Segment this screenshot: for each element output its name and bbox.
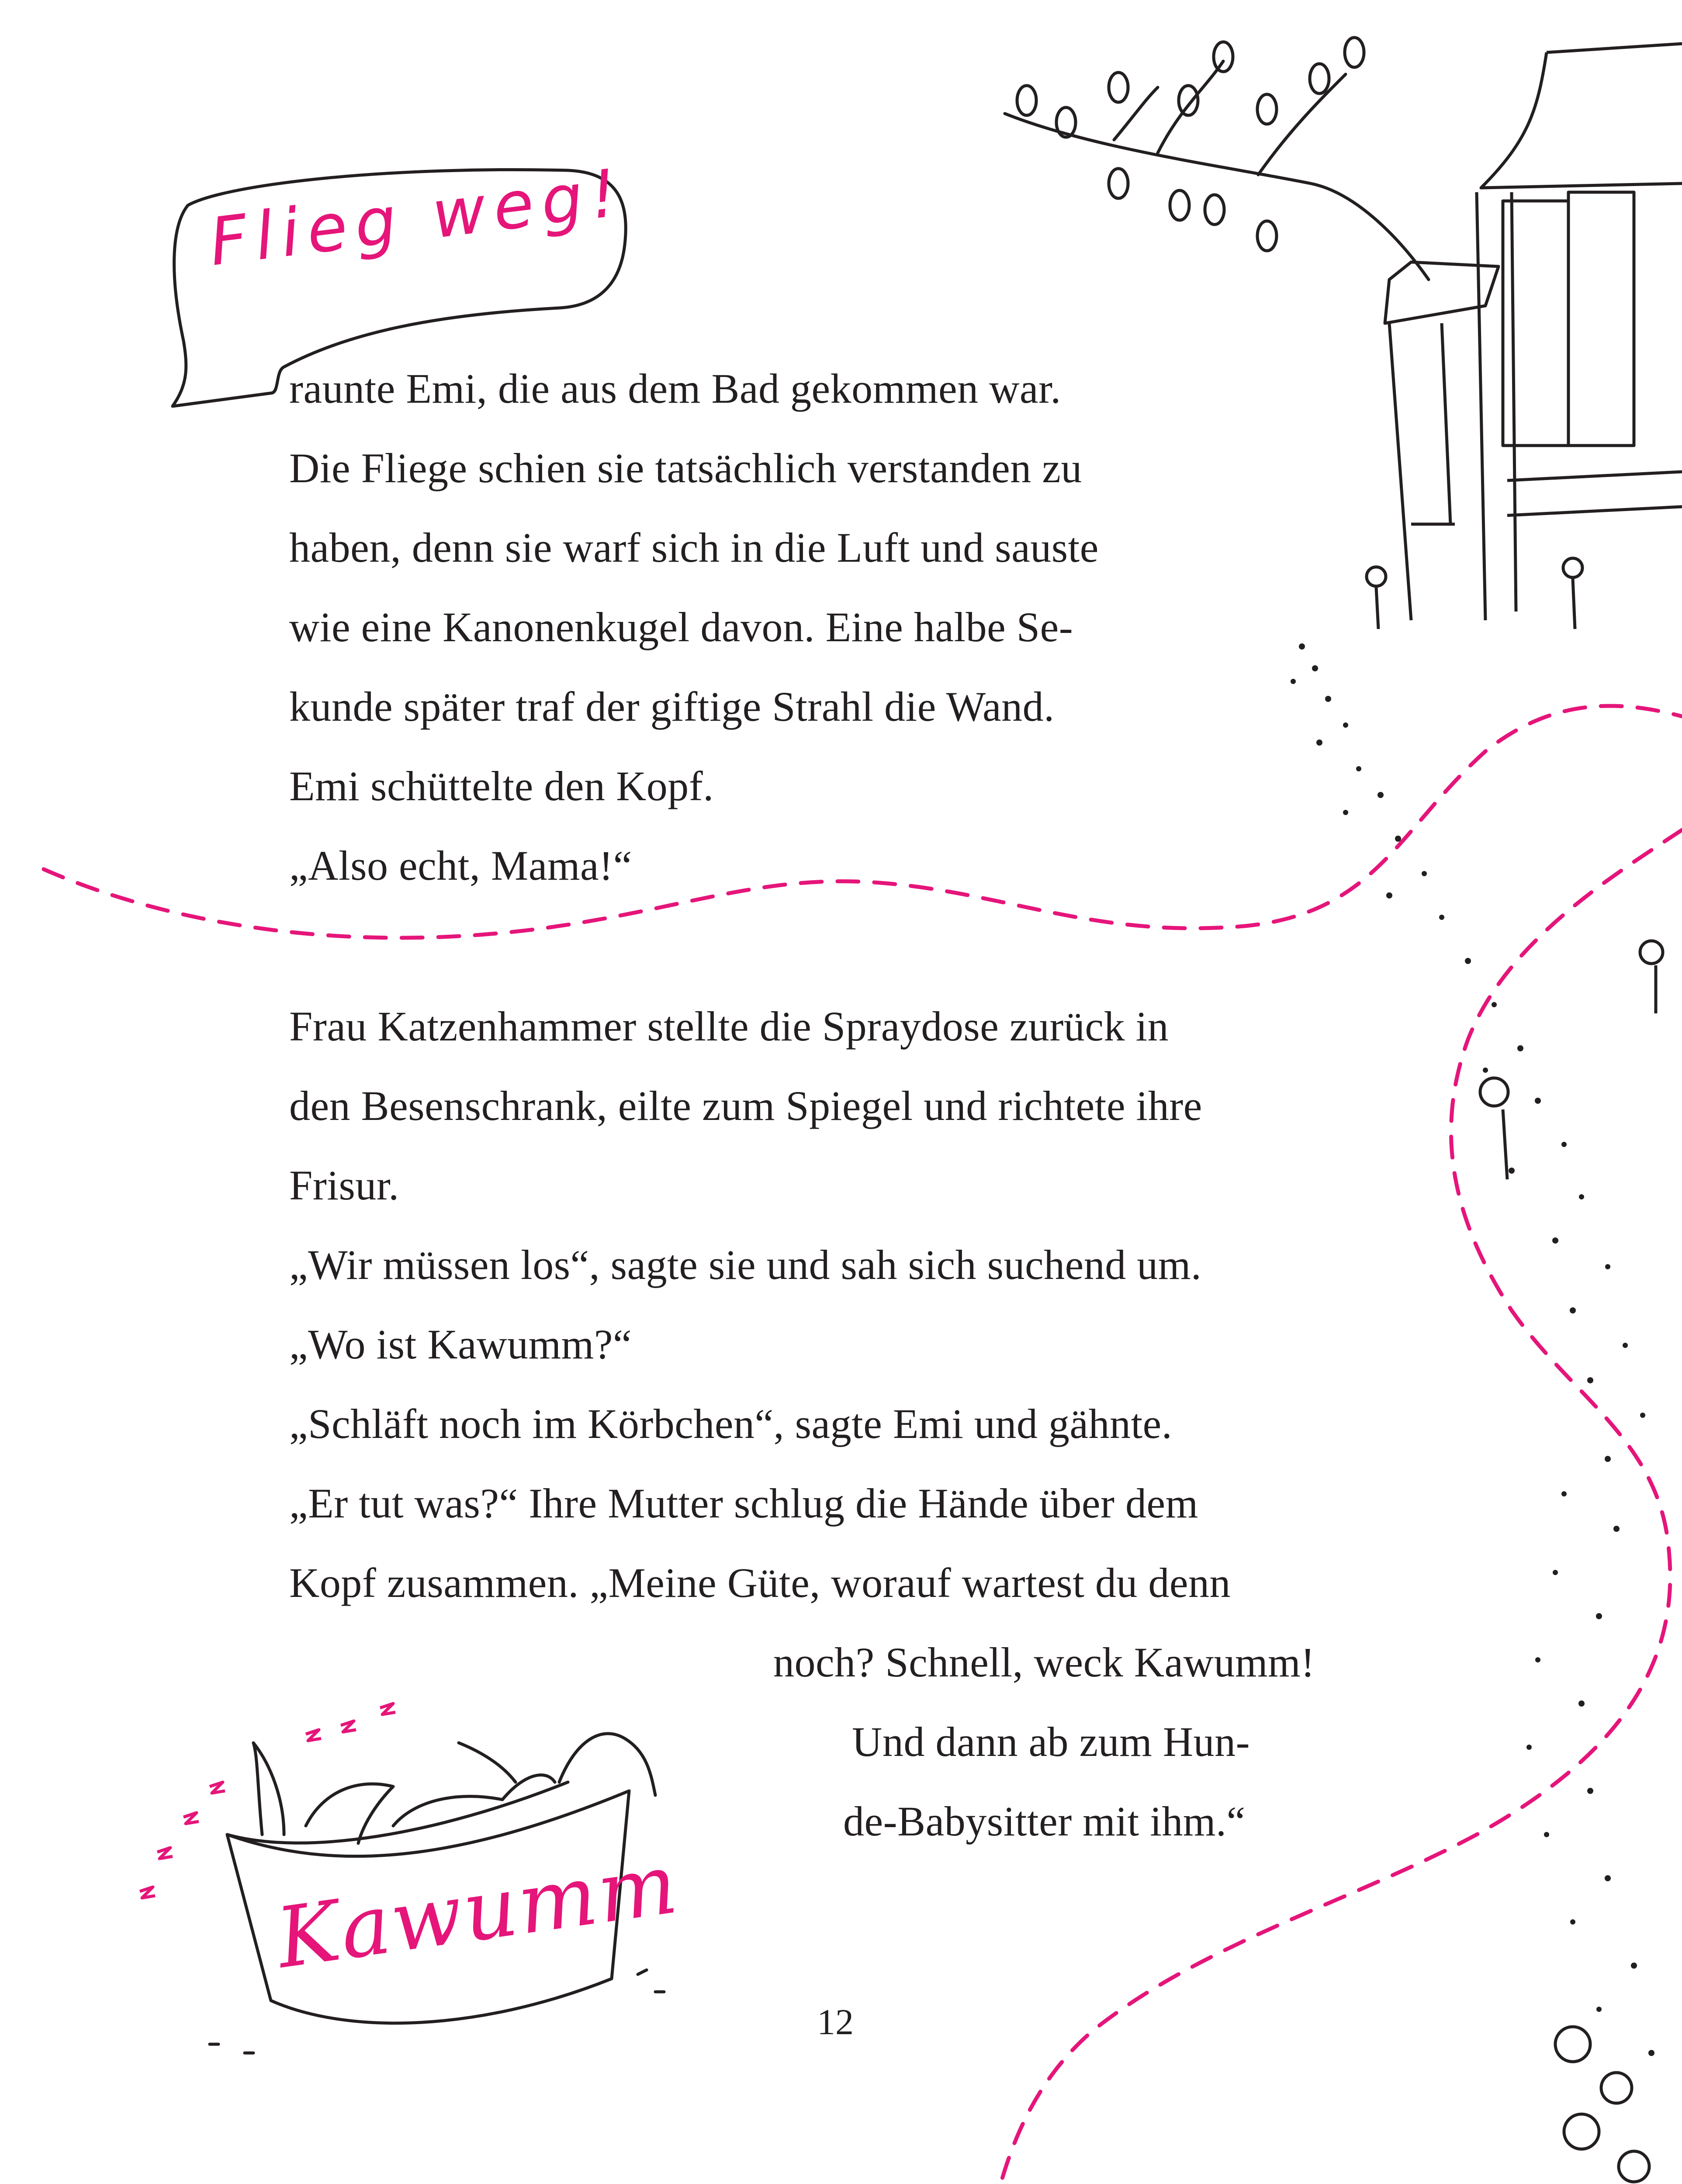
text-line: noch? Schnell, weck Kawumm!	[773, 1639, 1315, 1686]
text-line: „Er tut was?“ Ihre Mutter schlug die Hände über dem	[289, 1480, 1198, 1527]
page-number: 12	[817, 2002, 854, 2042]
text-line: Frisur.	[289, 1162, 399, 1209]
flower-icon	[1367, 558, 1663, 2182]
text-line: Die Fliege schien sie tatsächlich verstanden zu	[289, 445, 1082, 491]
text-line: de-Babysitter mit ihm.“	[843, 1798, 1246, 1845]
text-line: raunte Emi, die aus dem Bad gekommen war.	[289, 365, 1061, 412]
text-line: Emi schüttelte den Kopf.	[289, 763, 714, 809]
text-line: „Wir müssen los“, sagte sie und sah sich suchend um.	[289, 1241, 1202, 1288]
snore-z-icon	[140, 1704, 395, 1898]
text-line: „Wo ist Kawumm?“	[289, 1321, 632, 1368]
speech-bubble-text: Flieg weg!	[205, 154, 629, 281]
text-line: Kopf zusammen. „Meine Güte, worauf wartest du denn	[289, 1559, 1231, 1606]
text-line: Frau Katzenhammer stellte die Spraydose zurück in	[289, 1003, 1169, 1050]
text-line: „Schläft noch im Körbchen“, sagte Emi und gähnte.	[289, 1400, 1173, 1447]
text-line: kunde später traf der giftige Strahl die Wand.	[289, 683, 1055, 730]
house-illustration	[1385, 44, 1682, 620]
text-line: wie eine Kanonenkugel davon. Eine halbe Se-	[289, 604, 1073, 650]
basket-label: Kawumm	[271, 1835, 685, 1987]
text-line: „Also echt, Mama!“	[289, 842, 632, 889]
dotted-path-icon	[1291, 643, 1654, 2056]
text-line: den Besenschrank, eilte zum Spiegel und richtete ihre	[289, 1082, 1202, 1129]
dashed-path-top-icon	[44, 706, 1682, 938]
tree-branch-illustration	[1005, 38, 1429, 280]
text-line: haben, denn sie warf sich in die Luft und sauste	[289, 524, 1099, 571]
text-line: Und dann ab zum Hun-	[852, 1718, 1250, 1765]
